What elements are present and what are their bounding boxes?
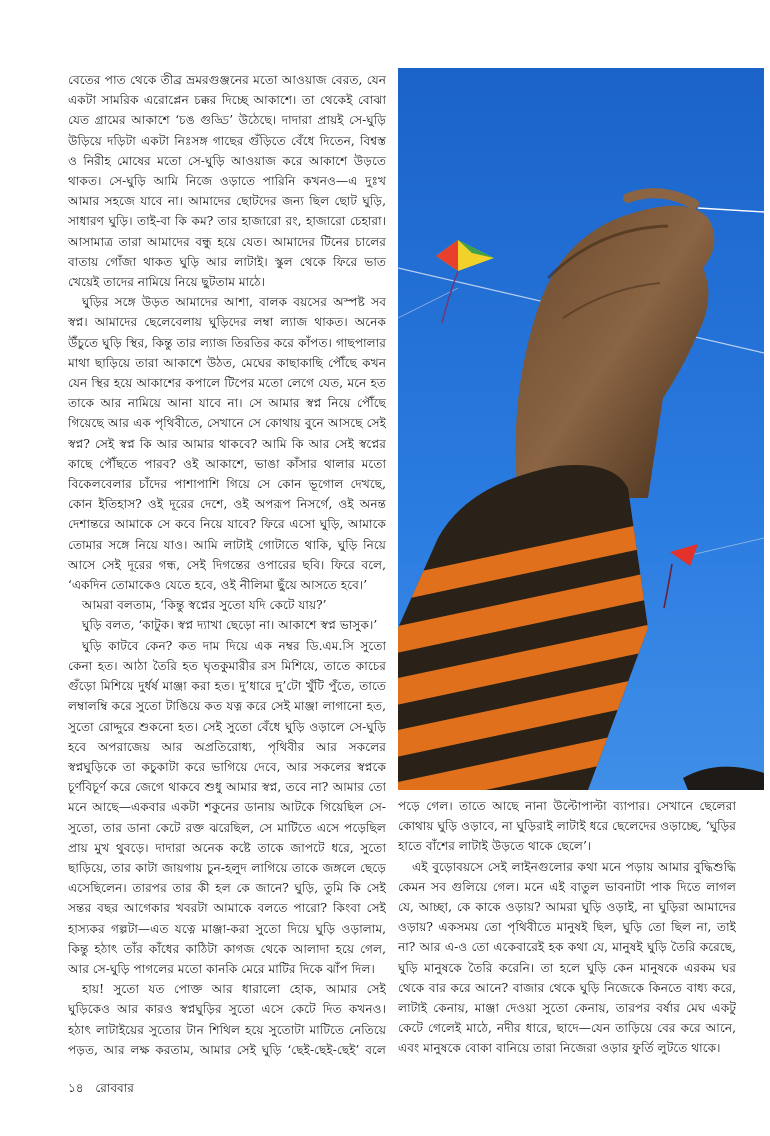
article-paragraph: হায়! সুতো যত পোক্ত আর ধারালো হোক, আমার সেই ঘুড়িকেও আর কারও স্বপ্নঘুড়ির সুতো এসে কেটে দিত কখনও। হঠাৎ লাটাইয়ের সুতোর টান শিথিল হয়ে সুতোটা মাটিতে নেতিয়ে পড়ত, আর লক্ষ করতাম, আমার সেই ঘুড়ি ‘ছেই-ছেই-ছেই’ বলে: [68, 982, 386, 1057]
kite-hand-photo-icon: [398, 68, 764, 790]
article-paragraph: পড়ে গেল। তাতে আছে নানা উল্টোপাল্টা ব্যাপার। সেখানে ছেলেরা কোথায় ঘুড়ি ওড়াবে, না ঘুড়িরাই লাটাই ধরে ছেলেদের ওড়াচ্ছে, ‘ঘুড়ির হাতে বাঁশের লাটাই উড়তে থাকে ছেলে’।: [398, 799, 736, 854]
page-footer: [68, 1080, 368, 1096]
page-number: ১৪: [68, 1081, 84, 1095]
kite-hand-photo: [398, 68, 764, 790]
article-column-right: [398, 796, 736, 1062]
article-paragraph: বেতের পাত থেকে তীব্র ভ্রমরগুঞ্জনের মতো আওয়াজ বেরত, যেন একটা সামরিক এরোপ্লেন চক্কর দিচ্ছে আকাশে। তা থেকেই বোঝা যেত গ্রামের আকাশে ‘চঙ গুড্ডি’ উঠেছে। দাদারা প্রায়ই সে-ঘুড়ি উড়িয়ে দড়িটা একটা নিঃসঙ্গ গাছের গুঁড়িতে বেঁধে দিতেন, বিশ্বস্ত ও নিরীহ মোষের মতো সে-ঘুড়ি আওয়াজ করে আকাশে উড়তে থাকত। সে-ঘুড়ি আমি নিজে ওড়াতে পারিনি কখনও—এ দুঃখ আমার সহজে যাবে না। আমাদের ছোটদের জন্য ছিল ছোট ঘুড়ি, সাধারণ ঘুড়ি। তাই-বা কি কম? তার হাজারো রং, হাজারো চেহারা। আসামাত্র তারা আমাদের বন্ধু হয়ে যেত। আমাদের টিনের চালের বাতায় গোঁজা থাকত ঘুড়ি আর লাটাই। স্কুল থেকে ফিরে ভাত খেয়েই তাদের নামিয়ে নিয়ে ছুটতাম মাঠে।: [68, 73, 386, 290]
magazine-name: রোববার: [95, 1081, 134, 1095]
article-paragraph: আমরা বলতাম, ‘কিন্তু স্বপ্নের সুতো যদি কেটে যায়?’: [82, 598, 327, 613]
article-column-left: [68, 70, 386, 1062]
article-paragraph: এই বুড়োবয়সে সেই লাইনগুলোর কথা মনে পড়ায় আমার বুদ্ধিশুদ্ধি কেমন সব গুলিয়ে গেল। মনে এই বাতুল ভাবনাটা পাক দিতে লাগল যে, আচ্ছা, কে কাকে ওড়ায়? আমরা ঘুড়ি ওড়াই, না ঘুড়িরা আমাদের ওড়ায়? একসময় তো পৃথিবীতে মানুষই ছিল, ঘুড়ি তো ছিল না, তাই না? আর এ-ও তো একেবারেই হক কথা যে, মানুষই ঘুড়ি তৈরি করেছে, ঘুড়ি মানুষকে তৈরি করেনি। তা হলে ঘুড়ি কেন মানুষকে এরকম ঘর থেকে বার করে আনে? বাজার থেকে ঘুড়ি নিজেকে কিনতে বাধ্য করে, লাটাই কেনায়, মাঞ্জা দেওয়া সুতো কেনায়, তারপর বর্ষার মেঘ একটু কেটে গেলেই মাঠে, নদীর ধারে, ছাদে—যেন তাড়িয়ে বের করে আনে, এবং মানুষকে বোকা বানিয়ে তারা নিজেরা ওড়ার ফুর্তি লুটতে থাকে।: [398, 859, 736, 1056]
article-paragraph: ঘুড়ি কাটবে কেন? কত দাম দিয়ে এক নম্বর ডি.এম.সি সুতো কেনা হত। আঠা তৈরি হত ঘৃতকুমারীর রস মিশিয়ে, তাতে কাচের গুঁড়ো মিশিয়ে দুর্ধর্ষ মাঞ্জা করা হত। দু’ধারে দু’টো খুঁটি পুঁতে, তাতে লম্বালম্বি করে সুতো টাঙিয়ে কত যত্ন করে সেই মাঞ্জা লাগানো হত, সুতো রোদ্দুরে শুকনো হত। সেই সুতো বেঁধে ঘুড়ি ওড়ালে সে-ঘুড়ি হবে অপরাজেয় আর অপ্রতিরোধ্য, পৃথিবীর আর সকলের স্বপ্নঘুড়িকে তা কচুকাটা করে ভাগিয়ে দেবে, আর সকলের স্বপ্নকে চূর্ণবিচূর্ণ করে জেগে থাকবে শুধু আমার স্বপ্ন, তবে না? আমার তো মনে আছে—একবার একটা শকুনের ডানায় আটকে গিয়েছিল সে-সুতো, তার ডানা কেটে রক্ত ঝরেছিল, সে মাটিতে এসে পড়েছিল প্রায় মুখ থুবড়ে। দাদারা অনেক কষ্টে তাকে জাপটে ধরে, সুতো ছাড়িয়ে, তার কাটা জায়গায় চুন-হলুদ লাগিয়ে তাকে জঙ্গলে ছেড়ে এসেছিলেন। তারপর তার কী হল কে জানে? ঘুড়ি, তুমি কি সেই সন্তর বছর আগেকার খবরটা আমাকে বলতে পারো? কিংবা সেই হাস্যকর গল্পটা—এত যত্নে মাঞ্জা-করা সুতো দিয়ে ঘুড়ি ওড়ালাম, কিন্তু হঠাৎ তাঁর কাঁধের কাঠিটা কাগজ থেকে আলাদা হয়ে গেল, আর সে-ঘুড়ি পাগলের মতো কানকি মেরে মাটির দিকে ঝাঁপ দিল।: [68, 638, 386, 976]
article-paragraph: ঘুড়ি বলত, ‘কাটুক। স্বপ্ন দ্যাখা ছেড়ো না। আকাশে স্বপ্ন ভাসুক।’: [82, 618, 378, 633]
article-paragraph: ঘুড়ির সঙ্গে উড়ত আমাদের আশা, বালক বয়সের অস্পষ্ট সব স্বপ্ন। আমাদের ছেলেবেলায় ঘুড়িদের লম্বা ল্যাজ থাকত। অনেক উঁচুতে ঘুড়ি স্থির, কিন্তু তার ল্যাজ তিরতির করে কাঁপত। গাছপালার মাথা ছাড়িয়ে তারা আকাশে উঠত, মেঘের কাছাকাছি পৌঁছে কখন যেন স্থির হয়ে আকাশের কপালে টিপের মতো লেগে যেত, মনে হত তাকে আর নামিয়ে আনা যাবে না। সে আমার স্বপ্ন নিয়ে পৌঁছে গিয়েছে আর এক পৃথিবীতে, সেখানে সে কোথায় বুনে আসছে সেই স্বপ্ন? সেই স্বপ্ন কি আর আমার থাকবে? আমি কি আর সেই স্বপ্নের কাছে পৌঁছতে পারব? ওই আকাশে, ভাঙা কাঁসার থালার মতো বিকেলবেলার চাঁদের পাশাপাশি গিয়ে সে কোন ভূগোল দেখছে, কোন ইতিহাস? ওই দূরের দেশে, ওই অপরূপ নিসর্গে, ওই অনন্ত দেশান্তরে আমাকে সে কবে নিয়ে যাবে? ফিরে এসো ঘুড়ি, আমাকে তোমার সঙ্গে নিয়ে যাও। আমি লাটাই গোটাতে থাকি, ঘুড়ি নিয়ে আসে সেই দূরের গন্ধ, সেই দিগন্তের ওপারের ছবি। ফিরে বলে, ‘একদিন তোমাকেও যেতে হবে, ওই নীলিমা ছুঁয়ে আসতে হবে।’: [68, 295, 386, 593]
